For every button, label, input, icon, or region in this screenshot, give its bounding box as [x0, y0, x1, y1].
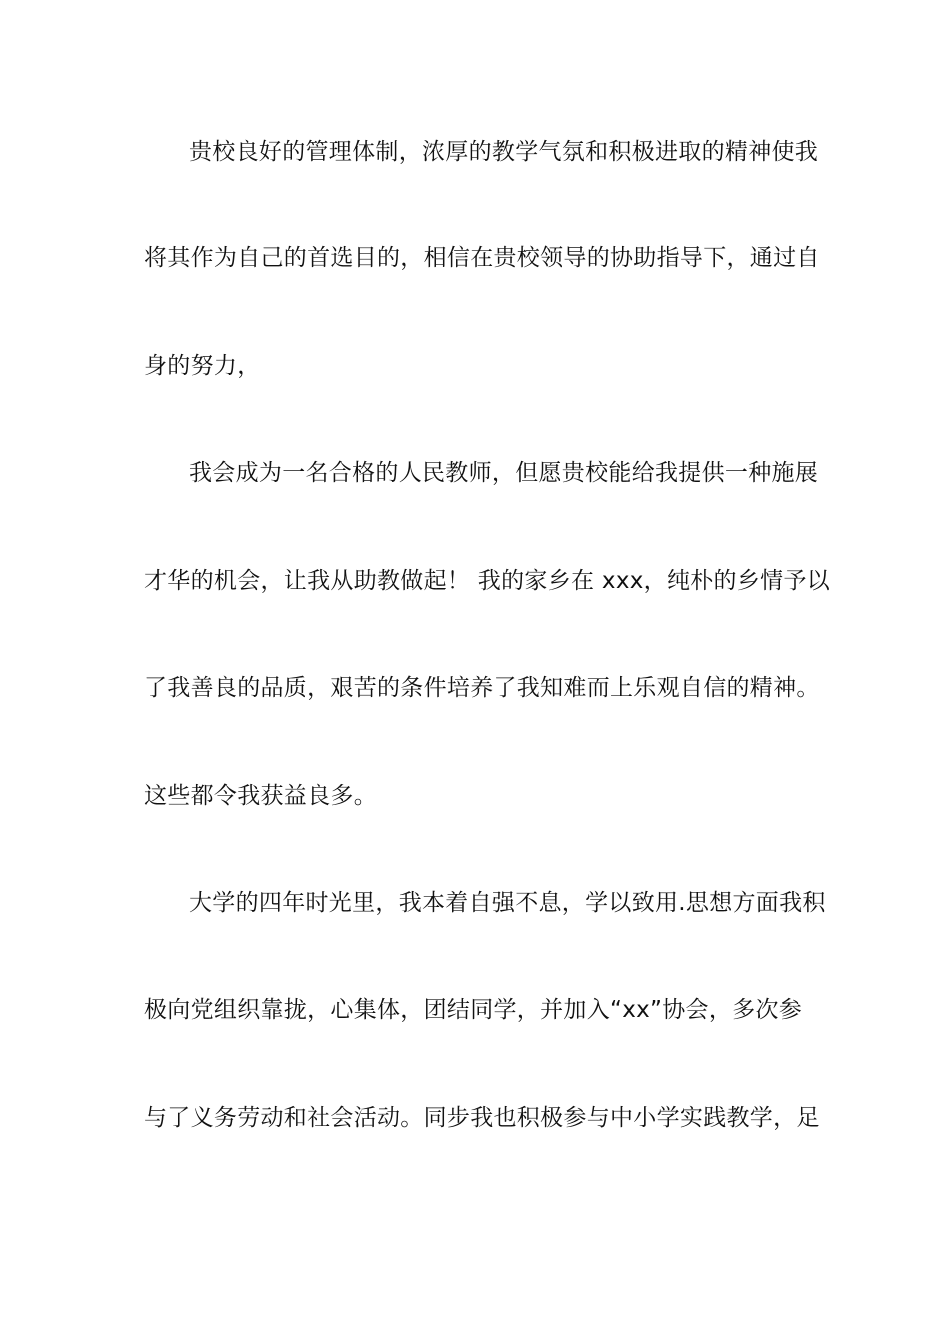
paragraph-2-line-1: 我会成为一名合格的人民教师，但愿贵校能给我提供一种施展 — [189, 460, 819, 486]
paragraph-3-line-2: 极向党组织靠拢，心集体，团结同学，并加入“xx”协会，多次参 — [144, 997, 803, 1023]
paragraph-2-line-4: 这些都令我获益良多。 — [144, 783, 377, 809]
paragraph-1-line-3: 身的努力， — [144, 353, 261, 379]
paragraph-1-line-1: 贵校良好的管理体制，浓厚的教学气氛和积极进取的精神使我 — [189, 139, 819, 165]
paragraph-1-line-2: 将其作为自己的首选目的，相信在贵校领导的协助指导下，通过自 — [144, 245, 820, 271]
paragraph-3-line-1: 大学的四年时光里，我本着自强不息，学以致用.思想方面我积 — [189, 890, 826, 916]
paragraph-2-line-2: 才华的机会，让我从助教做起！ 我的家乡在 xxx，纯朴的乡情予以 — [144, 568, 831, 594]
paragraph-2-line-3: 了我善良的品质，艰苦的条件培养了我知难而上乐观自信的精神。 — [144, 675, 820, 701]
paragraph-3-line-3: 与了义务劳动和社会活动。同步我也积极参与中小学实践教学，足 — [144, 1105, 820, 1131]
